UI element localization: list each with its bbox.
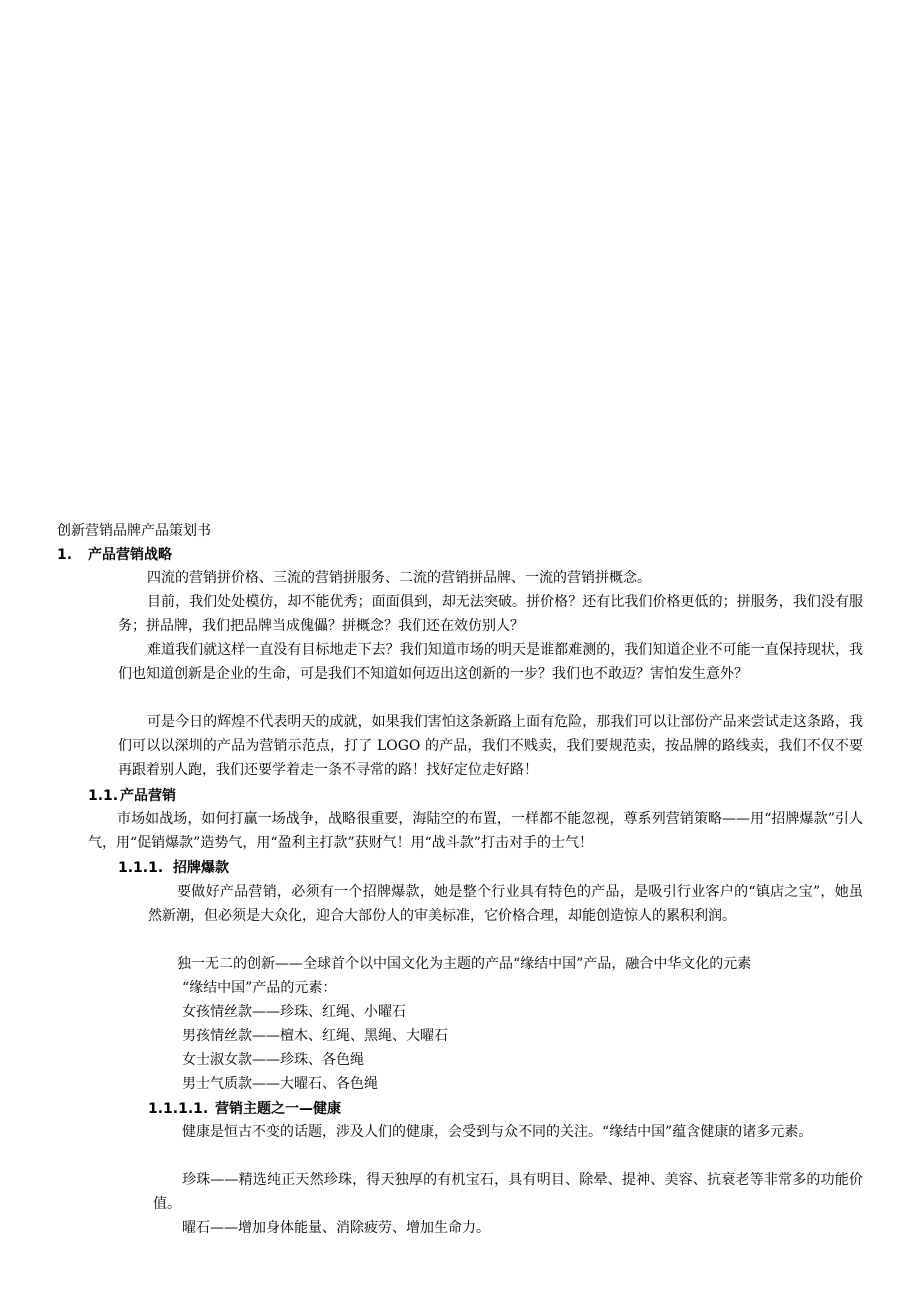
document-title: 创新营销品牌产品策划书 (57, 523, 211, 539)
paragraph: 珍珠——精选纯正天然珍珠，得天独厚的有机宝石，具有明目、除晕、提神、美容、抗衰老等非常多的功能价值。 (153, 1172, 863, 1212)
heading-2 (88, 785, 176, 807)
heading-3-number: 1.1.1. (118, 860, 164, 876)
heading-1-text: 产品营销战略 (88, 547, 172, 563)
paragraph: 曜石——增加身体能量、消除疲劳、增加生命力。 (182, 1220, 490, 1236)
heading-1-number: 1. (57, 547, 73, 563)
paragraph: 可是今日的辉煌不代表明天的成就，如果我们害怕这条新路上面有危险，那我们可以让部份产品来尝试走这条路，我们可以以深圳的产品为营销示范点，打了 LOGO 的产品，我们不贱卖，我们要规范卖，按品牌的路线卖，我们不仅不要再跟着别人跑，我们还要学着走一条不寻常的路！找好定位走好路！ (118, 714, 863, 778)
heading-2-text: 产品营销 (120, 788, 176, 804)
paragraph: 目前，我们处处模仿，却不能优秀；面面俱到，却无法突破。拼价格？还有比我们价格更低的；拼服务，我们没有服务；拼品牌，我们把品牌当成傀儡？拼概念？我们还在效仿别人？ (118, 594, 863, 634)
paragraph: 要做好产品营销，必须有一个招牌爆款，她是整个行业具有特色的产品，是吸引行业客户的“镇店之宝”，她虽然新潮，但必须是大众化，迎合大部份人的审美标准，它价格合理，却能创造惊人的累积利润。 (148, 884, 863, 924)
list-line: 男士气质款——大曜石、各色绳 (182, 1076, 378, 1092)
heading-1 (57, 544, 172, 566)
paragraph: 市场如战场，如何打赢一场战争，战略很重要，海陆空的布置，一样都不能忽视，尊系列营销策略——用“招牌爆款”引人气，用“促销爆款”造势气，用“盈利主打款”获财气！用“战斗款”打击对手的士气！ (88, 811, 863, 851)
heading-4-number: 1.1.1.1. (148, 1101, 209, 1117)
list-line: 男孩情丝款——檀木、红绳、黑绳、大曜石 (182, 1028, 448, 1044)
heading-2-number: 1.1. (88, 788, 119, 804)
heading-3-text: 招牌爆款 (173, 860, 229, 876)
list-line: 女孩情丝款——珍珠、红绳、小曜石 (182, 1004, 406, 1020)
heading-4 (148, 1098, 341, 1120)
heading-4-text: 营销主题之一—健康 (215, 1101, 341, 1117)
list-line: “缘结中国”产品的元素： (182, 980, 337, 996)
paragraph: 难道我们就这样一直没有目标地走下去？我们知道市场的明天是谁都难测的，我们知道企业不可能一直保持现状，我们也知道创新是企业的生命，可是我们不知道如何迈出这创新的一步？我们也不敢迈？害怕发生意外？ (118, 642, 863, 682)
heading-3 (118, 857, 229, 879)
paragraph: 健康是恒古不变的话题，涉及人们的健康，会受到与众不同的关注。“缘结中国”蕴含健康的诸多元素。 (182, 1124, 813, 1140)
paragraph: 独一无二的创新——全球首个以中国文化为主题的产品“缘结中国”产品，融合中华文化的元素 (177, 956, 752, 972)
paragraph: 四流的营销拼价格、三流的营销拼服务、二流的营销拼品牌、一流的营销拼概念。 (147, 570, 651, 586)
list-line: 女士淑女款——珍珠、各色绳 (182, 1052, 364, 1068)
